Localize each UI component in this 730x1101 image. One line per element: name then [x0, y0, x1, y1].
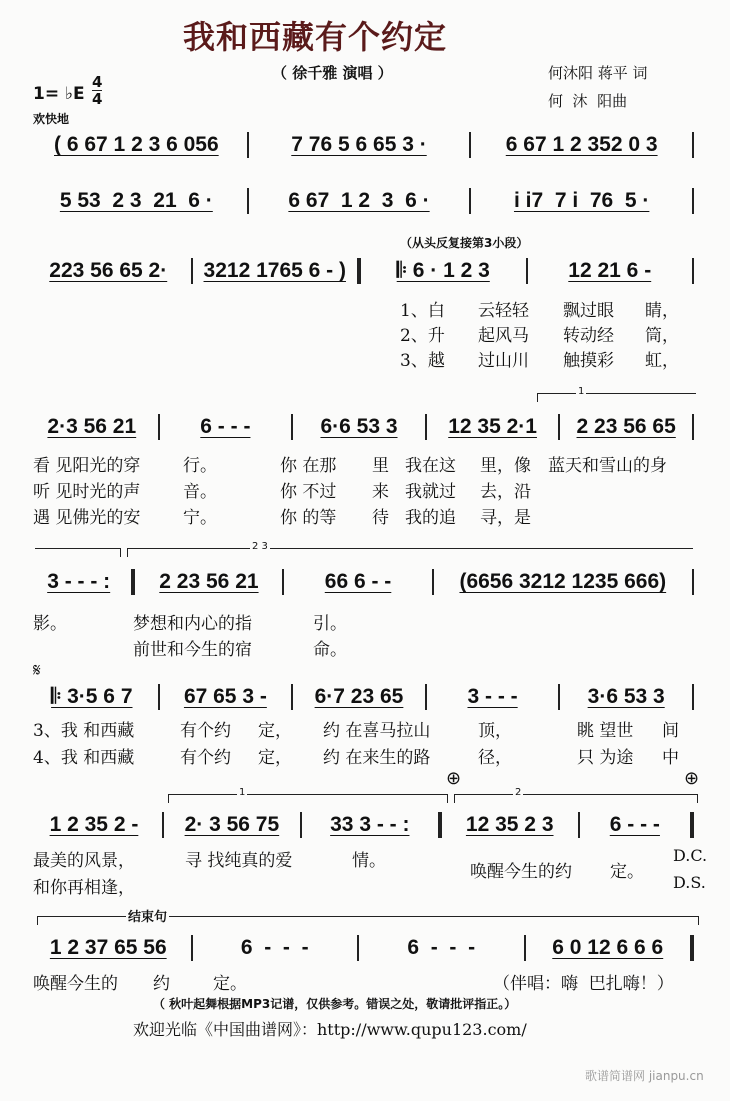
lyric: 音。	[183, 482, 217, 502]
bar-line	[432, 569, 434, 595]
measure: 5 53 2 3 21 6 ·	[59, 189, 213, 212]
bar-line	[578, 812, 580, 838]
tempo-marking: 欢快地	[33, 112, 70, 126]
lyric: 遇 见佛光的安	[33, 508, 141, 528]
volta-2-3	[127, 541, 693, 557]
measure: 2·3 56 21	[47, 415, 137, 438]
bar-line	[469, 188, 471, 214]
measure: 6 - - -	[200, 415, 251, 438]
bar-line	[191, 935, 193, 961]
notation-row-2	[30, 187, 698, 215]
lyric: 听 见时光的声	[33, 482, 141, 502]
repeat-instruction: （从头反复接第3小段）	[400, 236, 529, 250]
bar-line	[300, 812, 302, 838]
ending-label: 结束句	[126, 906, 169, 925]
lyricist: 何沐阳 蒋平 词	[548, 64, 648, 82]
measure: 6 67 1 2 352 0 3	[505, 133, 658, 156]
da-capo-marking: D.C.	[673, 846, 708, 865]
transcription-note: （ 秋叶起舞根据MP3记谱，仅供参考。错误之处，敬请批评指正。）	[153, 997, 517, 1011]
lyric: 约	[153, 974, 170, 994]
lyric: 寻，是	[480, 508, 531, 528]
lyric: 唤醒今生的约	[470, 862, 572, 882]
bar-line	[357, 935, 359, 961]
final-bar	[690, 935, 694, 961]
measure: 6·7 23 65	[314, 685, 404, 708]
lyric: 1、白	[400, 301, 445, 321]
lyric: 唤醒今生的	[33, 974, 118, 994]
measure: ( 6 67 1 2 3 6 056	[54, 133, 219, 156]
time-denominator: 4	[92, 90, 103, 108]
lyric: 去，沿	[480, 482, 531, 502]
measure: 3 - - -	[467, 685, 518, 708]
volta-1-end	[35, 548, 121, 557]
bar-line	[191, 258, 193, 284]
lyric: 行。	[183, 456, 217, 476]
lyric: 你 的等	[280, 508, 337, 528]
bar-line	[692, 258, 694, 284]
measure: 6 0 12 6 6 6	[552, 936, 664, 959]
lyric: 蓝天和雪山的身	[548, 456, 667, 476]
volta-label: 1	[239, 787, 246, 798]
lyric: 你 在那	[280, 456, 337, 476]
measure: 3 - - - :	[47, 570, 111, 593]
volta-1	[537, 386, 696, 402]
lyric: 前世和今生的宿	[133, 640, 252, 660]
notation-row-6	[30, 683, 698, 711]
lyric: 命。	[313, 640, 347, 660]
measure: 33 3 - - :	[330, 813, 410, 836]
final-bar	[690, 812, 694, 838]
lyric: 和你再相逢，	[33, 878, 135, 898]
bar-line	[524, 935, 526, 961]
lyric: 来	[372, 482, 389, 502]
time-numerator: 4	[92, 73, 103, 91]
bar-line	[692, 188, 694, 214]
bar-line	[425, 684, 427, 710]
repeat-end-bar	[131, 569, 135, 595]
measure: 12 35 2 3	[465, 813, 554, 836]
song-title: 我和西藏有个约定	[183, 18, 448, 56]
website-welcome: 欢迎光临《中国曲谱网》：http://www.qupu123.com/	[133, 1020, 527, 1039]
notation-row-1	[30, 131, 698, 159]
bar-line	[526, 258, 528, 284]
lyric: 最美的风景，	[33, 851, 135, 871]
bar-line	[291, 684, 293, 710]
bar-line	[558, 414, 560, 440]
measure: 66 6 - -	[324, 570, 392, 593]
dal-segno-marking: D.S.	[673, 873, 706, 892]
measure: 12 35 2·1	[448, 415, 537, 438]
coda-icon: ⊕	[446, 768, 462, 789]
lyric: 寻 找纯真的爱	[185, 851, 293, 871]
lyric: 眺 望世	[577, 721, 634, 741]
lyric: 里，像	[480, 456, 531, 476]
volta-label: 1	[578, 386, 585, 397]
measure: 2 23 56 21	[159, 570, 259, 593]
lyric: 定，	[258, 721, 292, 741]
lyric: 引。	[313, 614, 347, 634]
ending-bracket	[37, 910, 699, 925]
lyric: 转动经	[563, 326, 614, 346]
lyric: 筒，	[645, 326, 679, 346]
lyric: 有个约	[180, 721, 231, 741]
bar-line	[469, 132, 471, 158]
lyric: 过山川	[478, 351, 529, 371]
key-signature: 1= ♭E	[33, 84, 85, 104]
lyric: 我的追	[405, 508, 456, 528]
lyric: 待	[372, 508, 389, 528]
lyric: 飘过眼	[563, 301, 614, 321]
bar-line	[247, 188, 249, 214]
lyric: 我就过	[405, 482, 456, 502]
volta-label: 2	[515, 787, 522, 798]
bar-line	[425, 414, 427, 440]
lyric: 影。	[33, 614, 67, 634]
bar-line	[692, 684, 694, 710]
measure: 12 21 6 -	[568, 259, 652, 282]
lyric: 径，	[478, 748, 512, 768]
bar-line	[558, 684, 560, 710]
segno-icon: 𝄋	[33, 660, 41, 681]
measure: 1 2 35 2 -	[49, 813, 139, 836]
lyric: 约 在来生的路	[323, 748, 431, 768]
composer: 何 沐 阳曲	[548, 92, 628, 110]
measure: 6 - - -	[407, 936, 476, 959]
measure: i i7 7 i 76 5 ·	[513, 189, 650, 212]
notation-row-7	[30, 811, 698, 839]
lyric: 触摸彩	[563, 351, 614, 371]
lyric: 顶，	[478, 721, 512, 741]
lyric: 梦想和内心的指	[133, 614, 252, 634]
measure: (6656 3212 1235 666)	[459, 570, 667, 593]
measure: 6 - - -	[609, 813, 660, 836]
lyric: 有个约	[180, 748, 231, 768]
notation-row-8	[30, 934, 698, 962]
bar-line	[692, 569, 694, 595]
bar-line	[158, 684, 160, 710]
bar-line	[692, 414, 694, 440]
measure: 3212 1765 6 - )	[203, 259, 346, 282]
lyric: 4、我 和西藏	[33, 748, 135, 768]
lyric: 间	[662, 721, 679, 741]
lyric: 定。	[213, 974, 247, 994]
lyric: 2、升	[400, 326, 445, 346]
measure: 𝄆 3·5 6 7	[51, 685, 133, 708]
lyric: 只 为途	[577, 748, 634, 768]
lyric: 里	[372, 456, 389, 476]
lyric: 定。	[610, 862, 644, 882]
notation-row-3	[30, 257, 698, 285]
lyric: 3、越	[400, 351, 445, 371]
measure: 2· 3 56 75	[184, 813, 280, 836]
lyric: 约 在喜马拉山	[323, 721, 431, 741]
repeat-end-bar	[438, 812, 442, 838]
volta-1	[168, 787, 448, 803]
performer: （ 徐千雅 演唱 ）	[272, 64, 393, 82]
lyric: 情。	[352, 851, 386, 871]
measure: 3·6 53 3	[587, 685, 665, 708]
lyric: 定，	[258, 748, 292, 768]
measure: 6 67 1 2 3 6 ·	[288, 189, 430, 212]
volta-label: 2 3	[252, 541, 268, 552]
lyric: 你 不过	[280, 482, 337, 502]
coda-icon: ⊕	[684, 768, 700, 789]
measure: 7 76 5 6 65 3 ·	[291, 133, 427, 156]
measure: 1 2 37 65 56	[49, 936, 167, 959]
lyric: （伴唱：嗨 巴扎嗨！）	[493, 974, 674, 994]
notation-row-4	[30, 413, 698, 441]
lyric: 我在这	[405, 456, 456, 476]
volta-2	[454, 787, 698, 803]
measure: 67 65 3 -	[183, 685, 267, 708]
lyric: 起风马	[478, 326, 529, 346]
lyric: 看 见阳光的穿	[33, 456, 141, 476]
time-signature	[92, 74, 102, 107]
measure: 223 56 65 2·	[49, 259, 168, 282]
bar-line	[162, 812, 164, 838]
bar-line	[692, 132, 694, 158]
notation-row-5	[30, 568, 698, 596]
lyric: 3、我 和西藏	[33, 721, 135, 741]
measure: 6 - - -	[240, 936, 309, 959]
lyric: 云轻轻	[478, 301, 529, 321]
lyric: 虹，	[645, 351, 679, 371]
bar-line	[282, 569, 284, 595]
measure: 2 23 56 65	[576, 415, 676, 438]
watermark: 歌谱简谱网 jianpu.cn	[585, 1069, 704, 1083]
bar-line	[158, 414, 160, 440]
lyric: 睛，	[645, 301, 679, 321]
measure: 𝄆 6 · 1 2 3	[396, 259, 490, 282]
bar-line	[291, 414, 293, 440]
lyric: 宁。	[183, 508, 217, 528]
lyric: 中	[662, 748, 679, 768]
repeat-start-bar	[357, 258, 361, 284]
measure: 6·6 53 3	[320, 415, 398, 438]
bar-line	[247, 132, 249, 158]
